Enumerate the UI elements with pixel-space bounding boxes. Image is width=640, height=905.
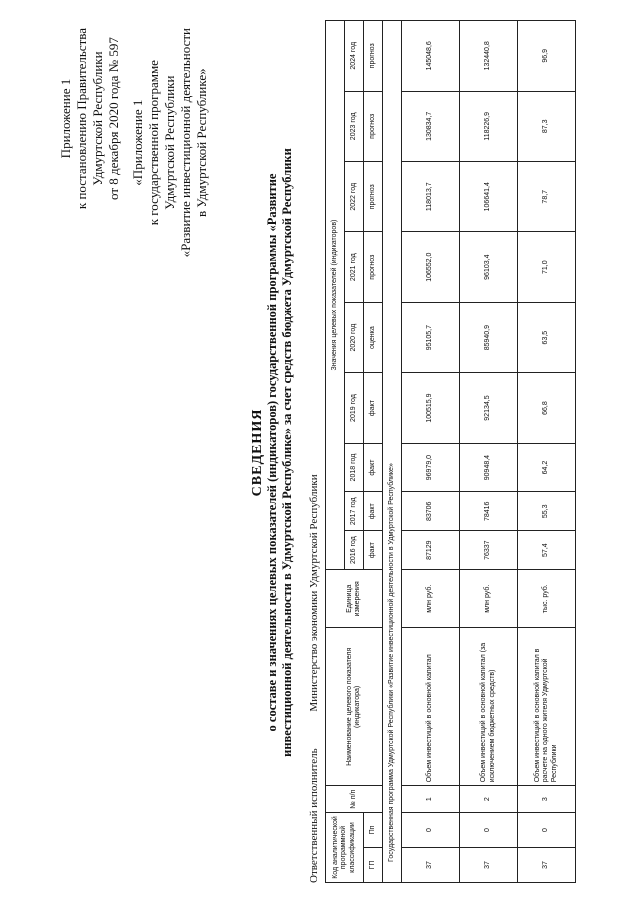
cell-value: 118013,7 [402,162,460,232]
header-gp: ГП [364,848,383,883]
year-header: 2018 год [345,443,364,492]
appendix-line: Приложение 1 [58,78,73,159]
appendix-line: к государственной программе [146,60,161,226]
cell-pp: 0 [402,813,460,848]
cell-pp: 0 [518,813,576,848]
cell-unit: млн руб. [402,570,460,628]
year-header: 2016 год [345,531,364,570]
cell-value: 71,0 [518,232,576,302]
header-num: № п/п [326,786,383,813]
kind-header: факт [364,443,383,492]
cell-value: 130834,7 [402,91,460,161]
table-row [518,21,576,883]
year-header: 2022 год [345,162,364,232]
kind-header: факт [364,492,383,531]
kind-header: прогноз [364,232,383,302]
cell-value: 106552,0 [402,232,460,302]
cell-name: Объем инвестиций в основной капитал [402,628,460,786]
kind-header: факт [364,373,383,443]
header-pp: Пп [364,813,383,848]
cell-num: 3 [518,786,576,813]
year-header: 2024 год [345,21,364,92]
cell-value: 95105,7 [402,302,460,372]
appendix-line: «Приложение 1 [130,99,145,186]
cell-value: 55,3 [518,492,576,531]
appendix-line: к постановлению Правительства [74,28,89,210]
title-line: инвестиционной деятельности в Удмуртской Республике» за счет средств бюджета Удмуртской Республики [280,148,294,757]
cell-value: 57,4 [518,531,576,570]
program-title: Государственная программа Удмуртской Республики «Развитие инвестиционной деятельности в Удмуртской Республике» [383,21,402,883]
cell-value: 83706 [402,492,460,531]
cell-unit: тыс. руб. [518,570,576,628]
appendix-program [130,28,210,257]
kind-header: факт [364,531,383,570]
cell-gp: 37 [460,848,518,883]
appendix-line: Удмуртской Республики [90,51,105,186]
appendix-line: «Развитие инвестиционной деятельности [178,28,193,258]
cell-value: 64,2 [518,443,576,492]
header-row [326,21,345,883]
header-code: Код аналитической программной классификации [326,813,364,883]
cell-value: 63,5 [518,302,576,372]
responsible-label: Ответственный исполнитель [308,748,320,883]
document-title [250,0,295,905]
cell-value: 66,8 [518,373,576,443]
responsible-executor [308,474,320,883]
appendix-line: от 8 декабря 2020 года № 597 [106,37,121,200]
cell-value: 96,9 [518,21,576,92]
cell-num: 2 [460,786,518,813]
table-row [460,21,518,883]
cell-value: 106641,4 [460,162,518,232]
cell-value: 100515,9 [402,373,460,443]
kind-header: прогноз [364,91,383,161]
cell-value: 85940,9 [460,302,518,372]
header-name: Наименование целевого показателя (индикатора) [326,628,383,786]
cell-pp: 0 [460,813,518,848]
cell-gp: 37 [518,848,576,883]
kind-header: прогноз [364,21,383,92]
cell-unit: млн руб. [460,570,518,628]
year-header: 2017 год [345,492,364,531]
cell-num: 1 [402,786,460,813]
appendix-line: в Удмуртской Республике» [194,68,209,217]
cell-value: 78416 [460,492,518,531]
indicators-table [325,20,576,883]
cell-value: 118226,9 [460,91,518,161]
title-line: о составе и значениях целевых показателей (индикаторов) государственной программы «Развитие [265,173,279,732]
cell-gp: 37 [402,848,460,883]
cell-value: 96103,4 [460,232,518,302]
cell-value: 90948,4 [460,443,518,492]
program-row [383,21,402,883]
cell-value: 92134,5 [460,373,518,443]
kind-header: прогноз [364,162,383,232]
year-header: 2023 год [345,91,364,161]
cell-value: 145048,6 [402,21,460,92]
cell-value: 132440,8 [460,21,518,92]
cell-value: 87129 [402,531,460,570]
cell-value: 87,3 [518,91,576,161]
cell-value: 96979,0 [402,443,460,492]
table-row [402,21,460,883]
appendix-resolution [58,28,122,209]
year-header: 2021 год [345,232,364,302]
header-unit: Единица измерения [326,570,383,628]
cell-name: Объем инвестиций в основной капитал (за исключением бюджетных средств) [460,628,518,786]
cell-value: 76337 [460,531,518,570]
appendix-line: Удмуртской Республики [162,75,177,210]
title-main: СВЕДЕНИЯ [250,408,265,497]
header-values: Значения целевых показателей (индикаторов) [326,21,345,570]
kind-header: оценка [364,302,383,372]
year-header: 2019 год [345,373,364,443]
year-header: 2020 год [345,302,364,372]
responsible-org: Министерство экономики Удмуртской Республики [308,474,320,712]
cell-value: 78,7 [518,162,576,232]
cell-name: Объем инвестиций в основной капитал в расчете на одного жителя Удмуртской Республики [518,628,576,786]
